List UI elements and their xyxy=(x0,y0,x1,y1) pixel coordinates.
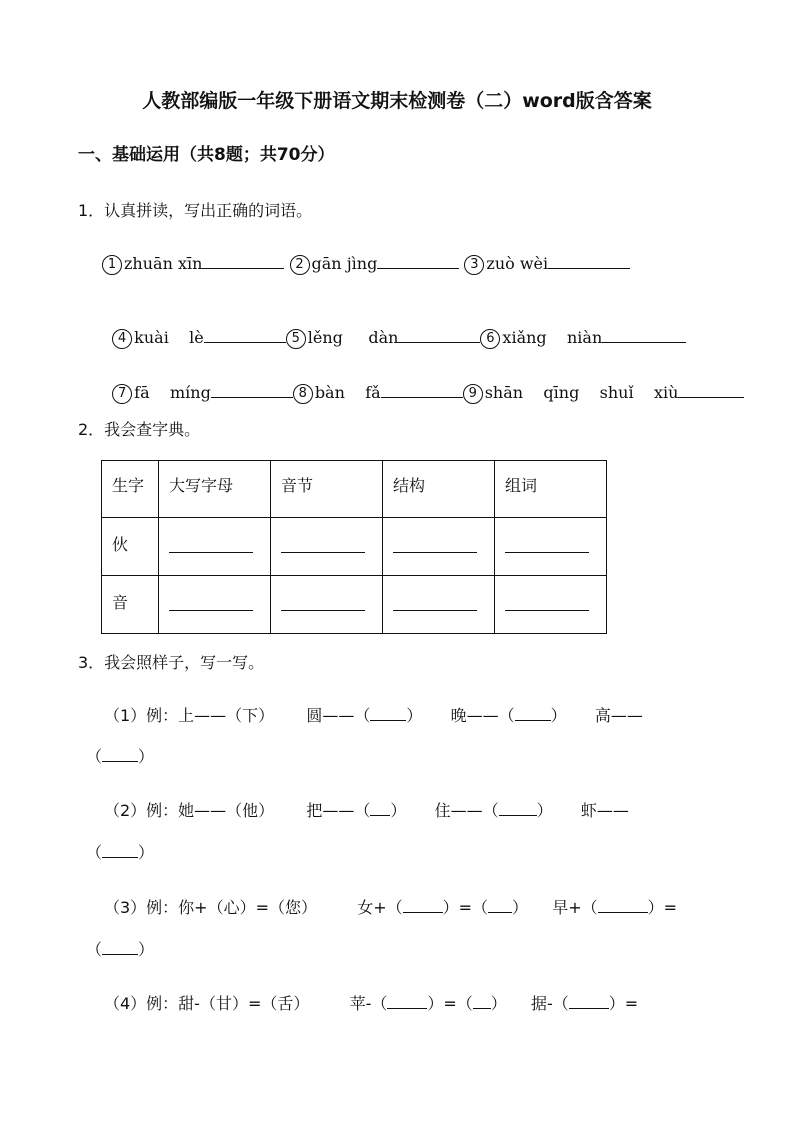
pinyin-text: zuò wèi xyxy=(486,254,549,273)
bracket: ） xyxy=(490,994,507,1013)
answer-blank[interactable] xyxy=(370,799,390,816)
exercise-item: 圆——（ xyxy=(306,706,371,725)
question-2-prompt: 2．我会查字典。 xyxy=(78,420,201,439)
pinyin-text: shān qīng shuǐ xiù xyxy=(484,383,679,402)
answer-blank[interactable] xyxy=(602,326,686,343)
example-label: （1）例：上——（下） xyxy=(104,706,275,725)
answer-blank[interactable] xyxy=(102,745,138,762)
bracket: ） xyxy=(138,843,155,862)
pinyin-row-2 xyxy=(102,307,686,349)
circled-number: 5 xyxy=(286,329,306,349)
table-header-row xyxy=(102,461,607,518)
answer-blank[interactable] xyxy=(505,590,589,611)
bracket: ） xyxy=(406,706,423,725)
bracket: ） xyxy=(550,706,567,725)
bracket: ）=（ xyxy=(427,994,473,1013)
character-cell: 伙 xyxy=(102,518,159,576)
exercise-2 xyxy=(104,798,629,821)
table-header-cell: 结构 xyxy=(383,461,495,518)
answer-cell[interactable] xyxy=(383,576,495,634)
circled-number: 2 xyxy=(290,255,310,275)
pinyin-text: lěng dàn xyxy=(307,328,399,347)
answer-blank[interactable] xyxy=(169,532,253,553)
circled-number: 1 xyxy=(102,255,122,275)
question-3-prompt: 3．我会照样子，写一写。 xyxy=(78,653,265,672)
answer-blank[interactable] xyxy=(499,799,537,816)
answer-blank[interactable] xyxy=(678,381,744,398)
answer-cell[interactable] xyxy=(495,576,607,634)
exercise-1 xyxy=(104,703,643,726)
bracket: ） xyxy=(536,801,553,820)
bracket: ） xyxy=(138,940,155,959)
answer-cell[interactable] xyxy=(383,518,495,576)
answer-blank[interactable] xyxy=(169,590,253,611)
answer-blank[interactable] xyxy=(393,532,477,553)
answer-blank[interactable] xyxy=(370,704,406,721)
exercise-item: 晚——（ xyxy=(450,706,515,725)
answer-blank[interactable] xyxy=(515,704,551,721)
question-1-prompt: 1．认真拼读，写出正确的词语。 xyxy=(78,201,313,220)
pinyin-text: zhuān xīn xyxy=(124,254,203,273)
answer-blank[interactable] xyxy=(381,381,463,398)
bracket: （ xyxy=(86,747,103,766)
answer-blank[interactable] xyxy=(598,896,648,913)
answer-blank[interactable] xyxy=(403,896,443,913)
exercise-3-wrap xyxy=(86,937,154,960)
pinyin-text: fā míng xyxy=(134,383,211,402)
table-header-cell: 组词 xyxy=(495,461,607,518)
exercise-item: 把——（ xyxy=(306,801,371,820)
circled-number: 6 xyxy=(480,329,500,349)
pinyin-text: xiǎng niàn xyxy=(502,328,603,347)
answer-blank[interactable] xyxy=(393,590,477,611)
answer-blank[interactable] xyxy=(202,252,284,269)
exercise-4 xyxy=(104,991,638,1014)
exercise-1-wrap xyxy=(86,744,154,767)
exercise-item: 女+（ xyxy=(357,898,403,917)
exercise-item: 苹-（ xyxy=(349,994,388,1013)
answer-blank[interactable] xyxy=(548,252,630,269)
character-cell: 音 xyxy=(102,576,159,634)
circled-number: 8 xyxy=(293,384,313,404)
bracket: ）=（ xyxy=(442,898,489,917)
pinyin-row-3 xyxy=(102,362,744,404)
exercise-2-wrap xyxy=(86,840,154,863)
answer-blank[interactable] xyxy=(488,896,512,913)
answer-cell[interactable] xyxy=(159,518,271,576)
answer-blank[interactable] xyxy=(398,326,480,343)
table-header-cell: 音节 xyxy=(271,461,383,518)
answer-blank[interactable] xyxy=(387,992,427,1009)
answer-cell[interactable] xyxy=(271,518,383,576)
answer-blank[interactable] xyxy=(102,841,138,858)
answer-cell[interactable] xyxy=(495,518,607,576)
exercise-item: 高—— xyxy=(594,706,643,725)
pinyin-text: bàn fǎ xyxy=(314,383,381,402)
bracket: ）= xyxy=(647,898,678,917)
circled-number: 4 xyxy=(112,329,132,349)
pinyin-row-1 xyxy=(102,252,630,275)
exercise-item: 早+（ xyxy=(552,898,598,917)
bracket: ） xyxy=(512,898,529,917)
table-row xyxy=(102,518,607,576)
answer-blank[interactable] xyxy=(377,252,459,269)
example-label: （4）例：甜-（甘）=（舌） xyxy=(104,994,310,1013)
table-header-cell: 大写字母 xyxy=(159,461,271,518)
bracket: ）= xyxy=(608,994,639,1013)
table-header-cell: 生字 xyxy=(102,461,159,518)
pinyin-text: gān jìng xyxy=(311,254,378,273)
table-row xyxy=(102,576,607,634)
exercise-item: 虾—— xyxy=(580,801,629,820)
answer-cell[interactable] xyxy=(159,576,271,634)
answer-blank[interactable] xyxy=(569,992,609,1009)
answer-blank[interactable] xyxy=(473,992,491,1009)
answer-blank[interactable] xyxy=(204,326,286,343)
bracket: ） xyxy=(390,801,407,820)
answer-blank[interactable] xyxy=(281,590,365,611)
answer-blank[interactable] xyxy=(281,532,365,553)
answer-blank[interactable] xyxy=(102,938,138,955)
answer-blank[interactable] xyxy=(505,532,589,553)
example-label: （2）例：她——（他） xyxy=(104,801,275,820)
answer-blank[interactable] xyxy=(211,381,293,398)
dictionary-table xyxy=(101,460,607,634)
bracket: （ xyxy=(86,940,103,959)
bracket: （ xyxy=(86,843,103,862)
bracket: ） xyxy=(138,747,155,766)
exercise-3 xyxy=(104,895,677,918)
circled-number: 7 xyxy=(112,384,132,404)
exercise-item: 据-（ xyxy=(530,994,569,1013)
answer-cell[interactable] xyxy=(271,576,383,634)
page-title: 人教部编版一年级下册语文期末检测卷（二）word版含答案 xyxy=(142,90,652,112)
circled-number: 9 xyxy=(463,384,483,404)
circled-number: 3 xyxy=(464,255,484,275)
exercise-item: 住——（ xyxy=(434,801,499,820)
example-label: （3）例：你+（心）=（您） xyxy=(104,898,317,917)
section-heading: 一、基础运用（共8题；共70分） xyxy=(78,145,335,165)
pinyin-text: kuài lè xyxy=(134,328,204,347)
